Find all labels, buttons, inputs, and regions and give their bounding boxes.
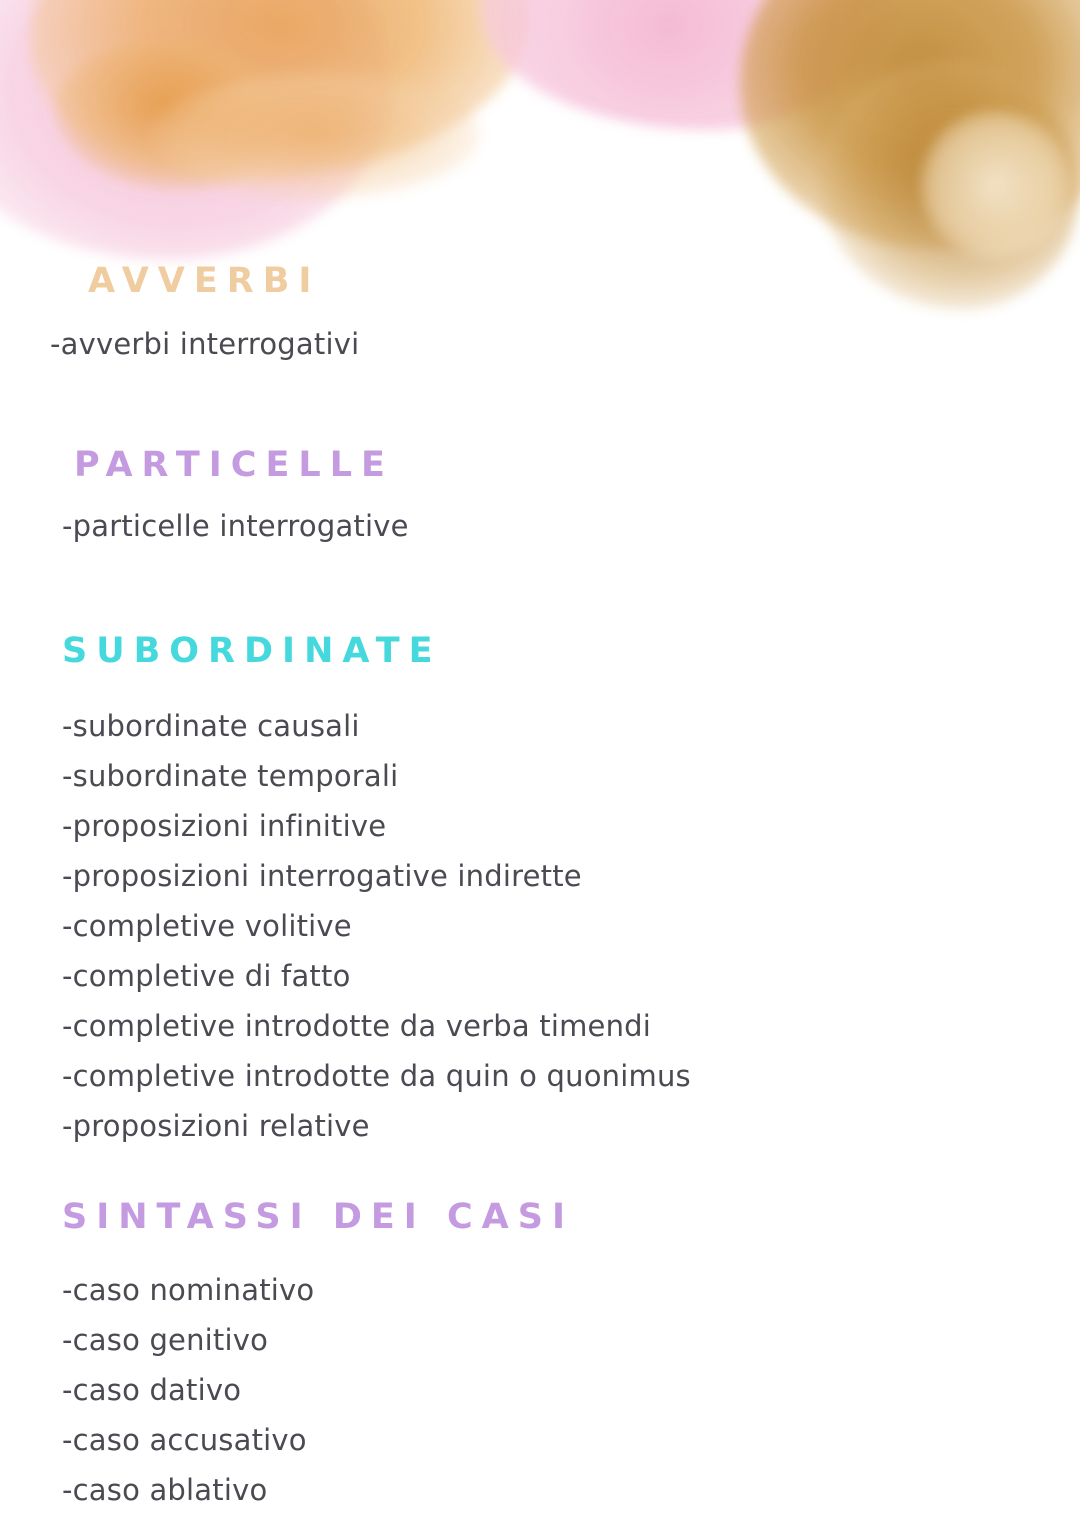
section-avverbi	[50, 261, 360, 361]
peach-watercolor-blob	[150, 70, 480, 200]
item-list-sintassi-dei-casi	[62, 1273, 315, 1526]
list-item: -proposizioni interrogative indirette	[62, 859, 582, 893]
section-sintassi-dei-casi	[62, 1197, 574, 1507]
gold-watercolor-blob-right-inner	[820, 60, 1080, 310]
orange-watercolor-blob-left-inner	[55, 40, 275, 190]
cream-watercolor-blob-right	[920, 110, 1070, 260]
list-item: -completive volitive	[62, 909, 352, 943]
list-item: -caso dativo	[62, 1373, 242, 1407]
item-list-subordinate	[62, 709, 691, 1162]
section-title-particelle: PARTICELLE	[74, 445, 394, 485]
list-item: -caso accusativo	[62, 1423, 307, 1457]
gold-watercolor-blob-right	[740, 0, 1080, 250]
list-item: -proposizioni relative	[62, 1109, 370, 1143]
section-title-sintassi-dei-casi: SINTASSI DEI CASI	[62, 1197, 574, 1237]
list-item: -particelle interrogative	[62, 509, 409, 543]
pink-watercolor-blob-middle	[480, 0, 900, 130]
item-list-avverbi	[50, 327, 360, 375]
orange-watercolor-blob-left	[30, 0, 530, 180]
list-item: -avverbi interrogativi	[50, 327, 360, 361]
list-item: -proposizioni infinitive	[62, 809, 387, 843]
list-item: -caso ablativo	[62, 1473, 268, 1507]
pink-watercolor-blob-left	[0, 0, 390, 260]
list-item: -completive di fatto	[62, 959, 351, 993]
list-item: -subordinate causali	[62, 709, 360, 743]
list-item: -subordinate temporali	[62, 759, 399, 793]
list-item: -completive introdotte da verba timendi	[62, 1009, 652, 1043]
item-list-particelle	[62, 509, 409, 557]
section-title-avverbi: AVVERBI	[88, 261, 321, 301]
list-item: -caso nominativo	[62, 1273, 315, 1307]
section-subordinate	[62, 631, 691, 1143]
list-item: -completive introdotte da quin o quonimus	[62, 1059, 691, 1093]
section-title-subordinate: SUBORDINATE	[62, 631, 442, 671]
section-particelle	[62, 445, 409, 543]
list-item: -caso genitivo	[62, 1323, 269, 1357]
